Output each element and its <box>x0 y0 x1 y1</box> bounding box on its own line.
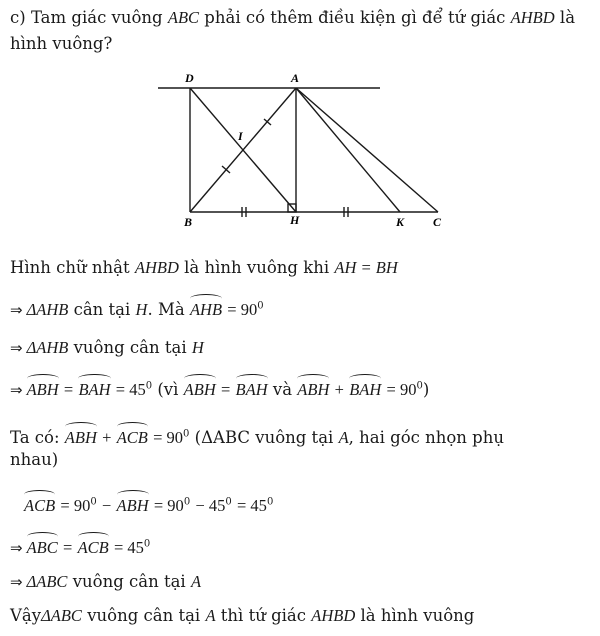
text: là hình vuông <box>360 606 475 625</box>
math-ahbd: AHBD <box>510 8 555 27</box>
solution-line-7 <box>24 494 273 516</box>
text: và <box>272 380 293 399</box>
part-label: c) <box>10 8 26 27</box>
question-line-2: hình vuông? <box>10 34 113 53</box>
math: = <box>63 380 74 399</box>
angle-arc: ACB <box>116 428 148 447</box>
angle-arc: ACB <box>77 538 109 557</box>
text: Hình chữ nhật <box>10 258 130 277</box>
text: thì tứ giác <box>220 606 306 625</box>
angle-arc: AHB <box>189 300 223 319</box>
solution-line-6: nhau) <box>10 450 59 469</box>
math: A <box>190 572 202 591</box>
math: ΔABC <box>26 572 68 591</box>
question-text: phải có thêm điều kiện gì để tứ giác <box>204 8 506 27</box>
math: = 45 <box>115 380 146 399</box>
solution-line-9 <box>10 572 201 592</box>
math: AHBD <box>311 606 356 625</box>
solution-line-4 <box>10 378 429 400</box>
text: Ta có: <box>10 428 60 447</box>
math: = 90 <box>227 300 258 319</box>
label-h: H <box>290 213 300 227</box>
math: ΔAHB <box>26 300 69 319</box>
label-c: C <box>433 215 442 229</box>
label-a: A <box>291 71 300 85</box>
question-line-1 <box>10 8 575 28</box>
solution-line-3 <box>10 338 204 358</box>
math: A <box>205 606 216 625</box>
math: − <box>101 496 112 515</box>
math: = 90 <box>386 380 417 399</box>
angle-arc: ACB <box>24 496 56 515</box>
text: (ΔABC vuông tại <box>194 428 334 447</box>
math: = 45 <box>237 496 267 515</box>
math: AH = BH <box>334 258 398 277</box>
degree: 0 <box>90 496 97 508</box>
degree: 0 <box>225 496 232 508</box>
label-i: I <box>238 129 243 143</box>
math: ΔABC <box>41 606 82 625</box>
angle-arc: BAH <box>349 380 382 399</box>
label-d: D <box>185 71 194 85</box>
text: ) <box>422 380 430 399</box>
math: + <box>334 380 344 399</box>
segment-ac <box>296 88 438 212</box>
text: là hình vuông khi <box>184 258 330 277</box>
math: = 90 <box>153 496 184 515</box>
math-abc: ABC <box>167 8 200 27</box>
solution-line-5 <box>10 426 504 448</box>
solution-line-1 <box>10 258 398 278</box>
math: + <box>102 428 112 447</box>
degree: 0 <box>183 496 191 508</box>
angle-arc: ABC <box>26 538 58 557</box>
math: H <box>135 300 148 319</box>
math: = 90 <box>153 428 184 447</box>
text: cân tại <box>73 300 131 319</box>
text: (vì <box>157 380 179 399</box>
degree: 0 <box>143 538 151 550</box>
angle-arc: ABH <box>26 380 59 399</box>
implies-symbol: ⇒ <box>10 301 23 319</box>
math: = <box>220 380 231 399</box>
math: H <box>191 338 204 357</box>
math: AHBD <box>134 258 179 277</box>
solution-line-10 <box>10 606 474 626</box>
implies-symbol: ⇒ <box>10 539 23 557</box>
solution-line-8 <box>10 536 150 558</box>
degree: 0 <box>416 380 423 392</box>
math: − 45 <box>195 496 226 515</box>
degree: 0 <box>183 428 190 440</box>
segment-ak <box>296 88 400 212</box>
text: vuông cân tại <box>87 606 201 625</box>
angle-arc: ABH <box>116 496 149 515</box>
implies-symbol: ⇒ <box>10 573 23 591</box>
math: = 45 <box>113 538 144 557</box>
text: , hai góc nhọn phụ <box>348 428 504 447</box>
text: . Mà <box>147 300 185 319</box>
angle-arc: BAH <box>235 380 268 399</box>
implies-symbol: ⇒ <box>10 381 23 399</box>
label-b: B <box>184 215 193 229</box>
angle-arc: BAH <box>78 380 111 399</box>
solution-line-2 <box>10 298 264 320</box>
label-k: K <box>396 215 405 229</box>
degree: 0 <box>266 496 274 508</box>
angle-arc: ABH <box>297 380 330 399</box>
degree: 0 <box>257 300 264 312</box>
math: ΔAHB <box>26 338 69 357</box>
text: vuông cân tại <box>72 572 186 591</box>
math: = 90 <box>60 496 91 515</box>
implies-symbol: ⇒ <box>10 339 23 357</box>
question-text: là <box>559 8 576 27</box>
text: Vậy <box>10 606 42 625</box>
text: vuông cân tại <box>73 338 187 357</box>
angle-arc: ABH <box>64 428 97 447</box>
angle-arc: ABH <box>183 380 216 399</box>
question-text: Tam giác vuông <box>30 8 163 27</box>
degree: 0 <box>145 380 153 392</box>
math: A <box>338 428 349 447</box>
math: = <box>63 538 73 557</box>
